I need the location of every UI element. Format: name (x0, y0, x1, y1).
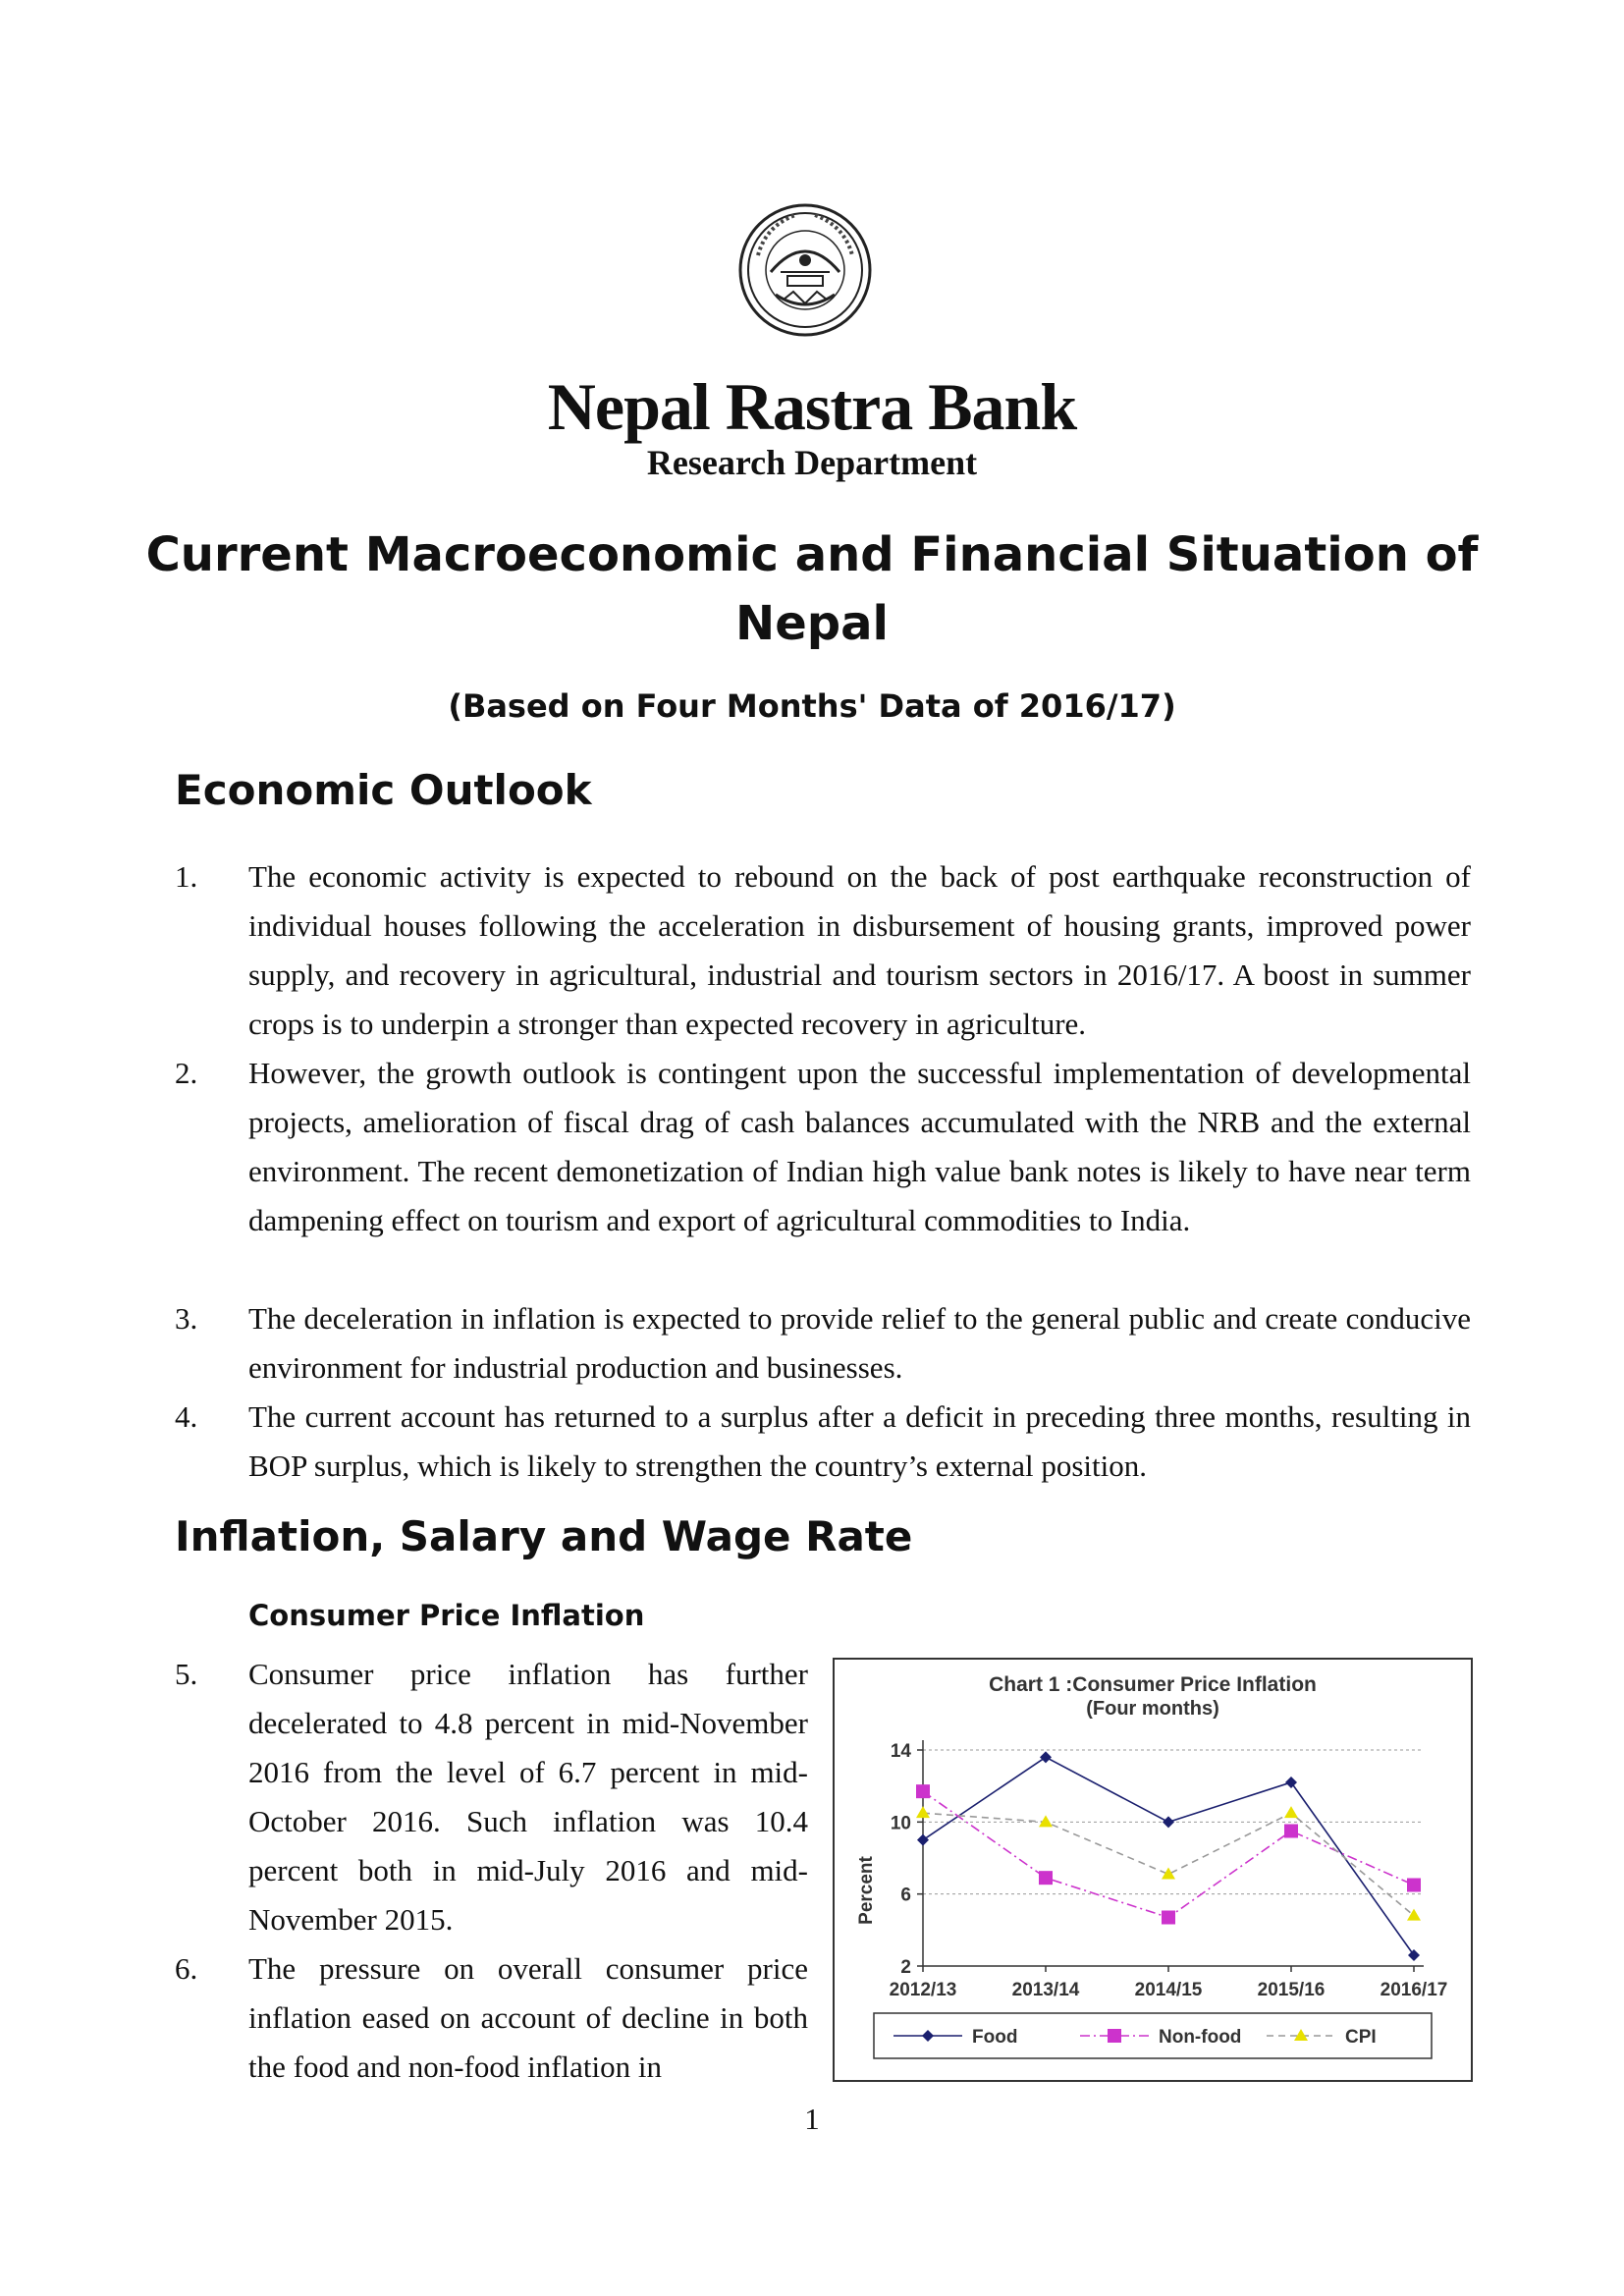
department-name: Research Department (646, 443, 978, 482)
data-point-food (1163, 1816, 1174, 1828)
data-point-cpi (916, 1806, 930, 1818)
data-point-food (1408, 1949, 1420, 1961)
data-point-non-food (916, 1784, 930, 1798)
legend-label-non-food: Non-food (1159, 2027, 1242, 2048)
data-point-non-food (1407, 1879, 1421, 1892)
x-tick-label: 2016/17 (1380, 1980, 1448, 2000)
cpi-chart-svg (835, 1660, 1471, 2080)
series-line-non-food (923, 1791, 1414, 1917)
data-point-non-food (1162, 1911, 1175, 1925)
data-point-cpi (1162, 1868, 1175, 1880)
subsection-heading-cpi: Consumer Price Inflation (248, 1599, 645, 1632)
series-line-food (923, 1757, 1414, 1955)
nepal-rastra-bank-seal-icon (736, 201, 874, 339)
chart-title: Chart 1 :Consumer Price Inflation (989, 1673, 1317, 1696)
series-line-cpi (923, 1813, 1414, 1916)
data-point-non-food (1039, 1871, 1053, 1885)
item-number: 4. (175, 1399, 198, 1434)
legend-label-food: Food (972, 2027, 1018, 2048)
item-number: 5. (175, 1657, 198, 1691)
legend-marker-non-food (1108, 2029, 1121, 2043)
bank-name: Nepal Rastra Bank (547, 369, 1077, 444)
x-tick-label: 2014/15 (1134, 1980, 1203, 2000)
page-number: 1 (804, 2102, 820, 2136)
data-point-cpi (1407, 1909, 1421, 1921)
x-tick-label: 2015/16 (1257, 1980, 1326, 2000)
section-heading-inflation: Inflation, Salary and Wage Rate (175, 1512, 913, 1560)
paragraph-1: The economic activity is expected to rebound on the back of post earthquake reconstruction of individual houses following the acceleration in disbursement of housing grants, improved power supply, and recovery in agricultural, industrial and tourism sectors in 2016/17. A boost in summer crops is to underpin a stronger than expected recovery in agriculture. (248, 859, 1471, 1041)
data-point-cpi (1284, 1806, 1298, 1818)
report-subtitle: (Based on Four Months' Data of 2016/17) (448, 687, 1176, 725)
paragraph-5: Consumer price inflation has further decelerated to 4.8 percent in mid-November 2016 from the level of 6.7 percent in mid-October 2016. Such inflation was 10.4 percent both in mid-July 2016 and mid-November 2015. (248, 1657, 808, 1937)
paragraph-4: The current account has returned to a surplus after a deficit in preceding three months, resulting in BOP surplus, which is likely to strengthen the country’s external position. (248, 1399, 1471, 1483)
legend-label-cpi: CPI (1345, 2027, 1377, 2048)
paragraph-3: The deceleration in inflation is expected to provide relief to the general public and create conducive environment for industrial production and businesses. (248, 1301, 1471, 1385)
y-axis-label: Percent (856, 1856, 877, 1925)
item-number: 2. (175, 1056, 198, 1090)
section-heading-economic-outlook: Economic Outlook (175, 766, 592, 814)
cpi-chart (833, 1658, 1473, 2082)
report-title: Current Macroeconomic and Financial Situation of Nepal (145, 527, 1479, 651)
x-tick-label: 2012/13 (889, 1980, 957, 2000)
paragraph-2: However, the growth outlook is contingent upon the successful implementation of developmental projects, amelioration of fiscal drag of cash balances accumulated with the NRB and the external environment. The recent demonetization of Indian high value bank notes is likely to have near term dampening effect on tourism and export of agricultural commodities to India. (248, 1056, 1471, 1237)
data-point-non-food (1284, 1825, 1298, 1838)
item-number: 1. (175, 859, 198, 894)
y-tick-label: 14 (890, 1741, 911, 1762)
y-tick-label: 10 (890, 1813, 911, 1834)
item-number: 3. (175, 1301, 198, 1336)
x-tick-label: 2013/14 (1011, 1980, 1080, 2000)
y-tick-label: 2 (900, 1957, 911, 1978)
data-point-food (917, 1834, 929, 1846)
data-point-food (1040, 1751, 1052, 1763)
y-tick-label: 6 (900, 1885, 911, 1906)
data-point-food (1285, 1777, 1297, 1788)
chart-subtitle: (Four months) (1086, 1698, 1219, 1720)
item-number: 6. (175, 1951, 198, 1986)
paragraph-6: The pressure on overall consumer price inflation eased on account of decline in both the food and non-food inflation in (248, 1951, 808, 2084)
